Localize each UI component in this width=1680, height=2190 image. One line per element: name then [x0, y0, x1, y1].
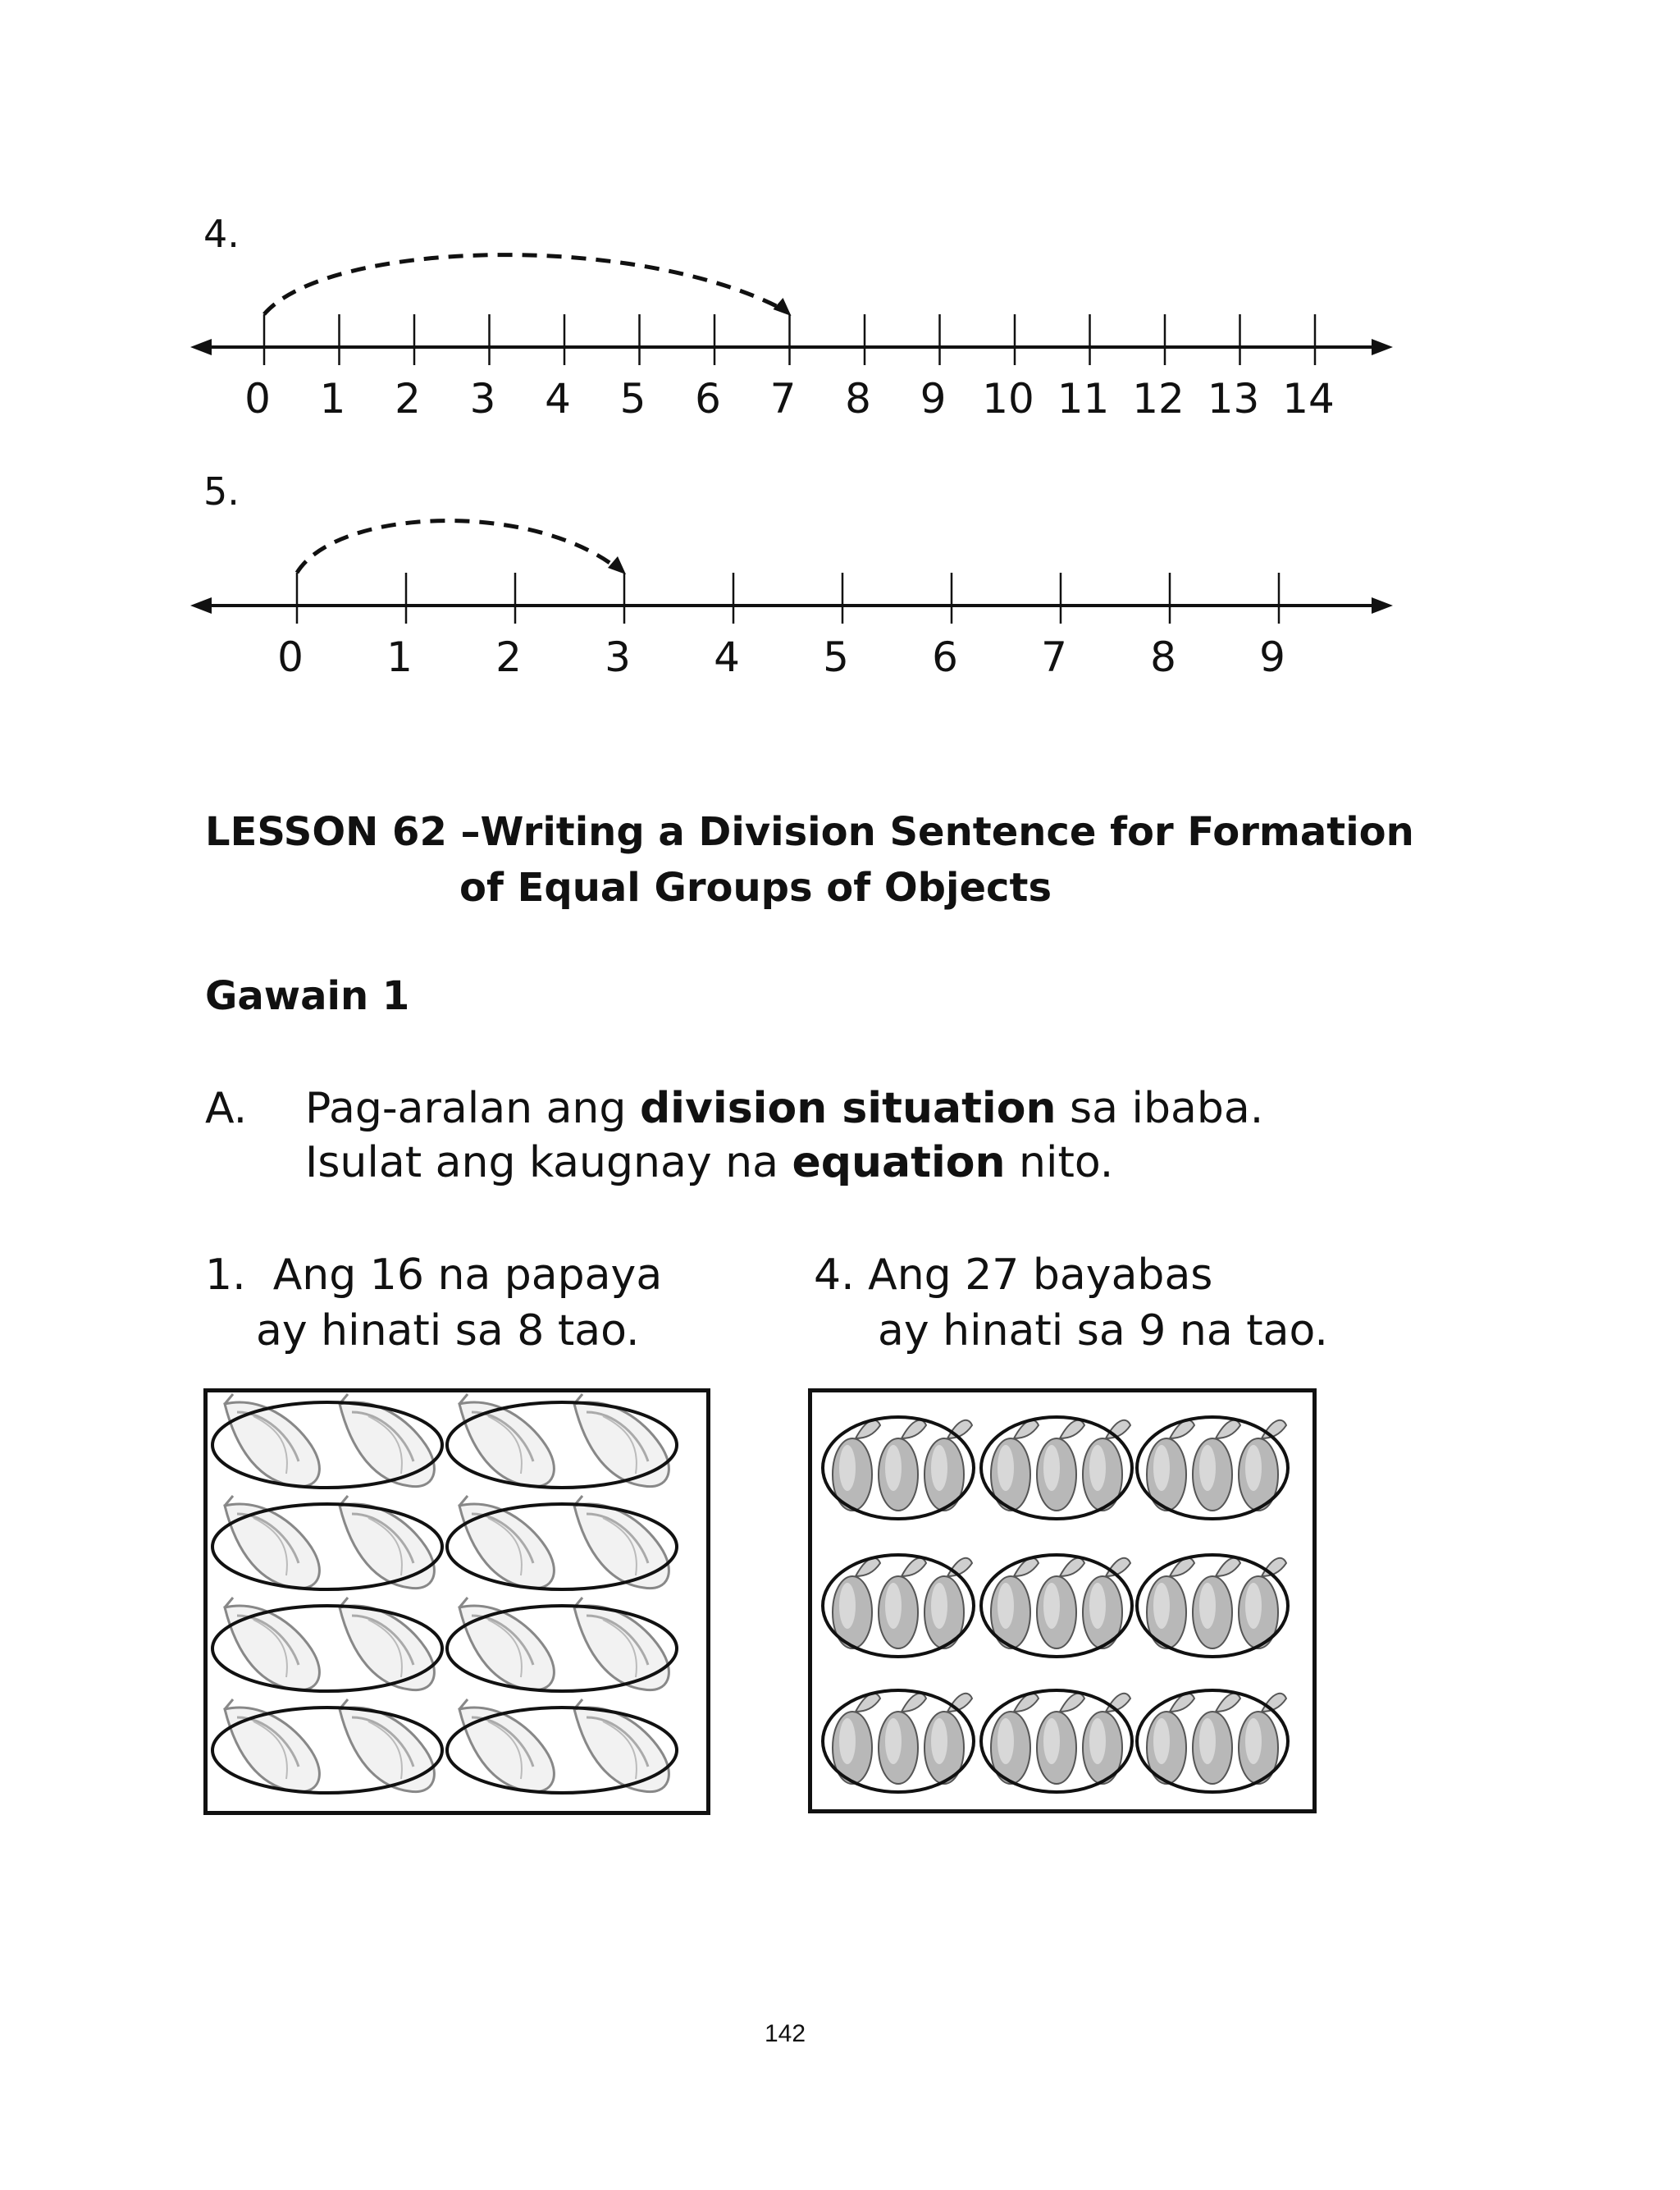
guava-group: [1137, 1555, 1288, 1657]
guava-group: [823, 1417, 974, 1519]
tick-label: 9: [920, 375, 947, 423]
tick-label: 13: [1207, 375, 1260, 423]
problem-1-line1: 1. Ang 16 na papaya: [205, 1250, 663, 1300]
tick-label: 6: [695, 375, 721, 423]
papaya-picture-box: [203, 1388, 710, 1815]
right-arrow-icon: [1372, 339, 1393, 355]
item-number-5: 5.: [203, 469, 240, 514]
jump-arrowhead-icon: [774, 298, 792, 316]
papaya-group: [447, 1598, 677, 1691]
tick-label: 0: [277, 633, 304, 681]
guava-group: [981, 1690, 1132, 1792]
tick-label: 8: [1150, 633, 1176, 681]
papaya-group: [212, 1394, 442, 1488]
papaya-group: [447, 1496, 677, 1589]
guava-icon: [879, 1558, 926, 1648]
papaya-group: [212, 1598, 442, 1691]
guava-icon: [1083, 1558, 1130, 1648]
tick-label: 7: [769, 375, 797, 423]
number-line-4: [0, 0, 1680, 443]
guava-icon: [924, 1420, 972, 1511]
tick-label: 8: [845, 375, 871, 423]
tick-label: 11: [1057, 375, 1110, 423]
left-arrow-icon: [190, 339, 212, 355]
jump-arc: [264, 255, 780, 314]
jump-arc: [297, 521, 614, 573]
guava-group: [823, 1690, 974, 1792]
tick-label: 3: [469, 375, 496, 423]
guava-icon: [1083, 1694, 1130, 1784]
guava-icon: [1239, 1420, 1286, 1511]
problem-1-text: [205, 1247, 779, 1359]
guava-icon: [879, 1694, 926, 1784]
left-arrow-icon: [190, 597, 212, 614]
problem-4-line2: ay hinati sa 9 na tao.: [878, 1306, 1328, 1356]
guava-icon: [1083, 1420, 1130, 1511]
problem-4-text: [814, 1247, 1470, 1359]
tick-label: 9: [1259, 633, 1285, 681]
guava-icon: [1239, 1558, 1286, 1648]
instruction-text: [305, 1081, 1536, 1190]
tick-label: 2: [495, 633, 522, 681]
tick-label: 14: [1282, 375, 1335, 423]
lesson-title-line1: LESSON 62 –Writing a Division Sentence for Formation: [205, 809, 1414, 855]
papaya-group: [447, 1394, 677, 1488]
instruction-letter: A.: [205, 1084, 248, 1133]
guava-group: [1137, 1417, 1288, 1519]
papaya-group: [212, 1496, 442, 1589]
instruction-line1: Pag-aralan ang division situation sa ibaba.: [305, 1084, 1264, 1133]
guava-icon: [1193, 1694, 1240, 1784]
tick-label: 6: [932, 633, 958, 681]
tick-label: 4: [714, 633, 740, 681]
tick-label: 2: [395, 375, 421, 423]
guava-icon: [924, 1694, 972, 1784]
guava-group: [823, 1555, 974, 1657]
instruction-line2: Isulat ang kaugnay na equation nito.: [305, 1138, 1114, 1187]
tick-label: 5: [619, 375, 646, 423]
guava-icon: [1037, 1558, 1084, 1648]
guava-icon: [924, 1558, 972, 1648]
guava-groups: [812, 1392, 1312, 1809]
activity-heading: Gawain 1: [205, 973, 410, 1019]
jump-arrowhead-icon: [608, 556, 626, 574]
tick-label: 10: [982, 375, 1034, 423]
problem-4-line1: 4. Ang 27 bayabas: [814, 1250, 1213, 1300]
papaya-group: [212, 1699, 442, 1793]
guava-picture-box: [808, 1388, 1317, 1813]
tick-label: 4: [545, 375, 571, 423]
guava-icon: [1193, 1558, 1240, 1648]
lesson-title: [205, 804, 1600, 916]
papaya-group: [447, 1699, 677, 1793]
tick-label: 3: [605, 633, 631, 681]
tick-label: 1: [319, 375, 346, 423]
problem-1-line2: ay hinati sa 8 tao.: [256, 1306, 640, 1356]
guava-group: [981, 1417, 1132, 1519]
tick-label: 0: [244, 375, 271, 423]
guava-icon: [1193, 1420, 1240, 1511]
guava-icon: [1037, 1420, 1084, 1511]
lesson-title-line2: of Equal Groups of Objects: [459, 865, 1052, 911]
item-number-4: 4.: [203, 212, 240, 256]
right-arrow-icon: [1372, 597, 1393, 614]
tick-label: 5: [823, 633, 849, 681]
guava-group: [981, 1555, 1132, 1657]
number-line-5: [0, 443, 1680, 722]
guava-icon: [1239, 1694, 1286, 1784]
guava-icon: [879, 1420, 926, 1511]
tick-label: 12: [1132, 375, 1185, 423]
page-number: 142: [765, 2020, 806, 2047]
guava-group: [1137, 1690, 1288, 1792]
tick-label: 7: [1041, 633, 1067, 681]
guava-icon: [1037, 1694, 1084, 1784]
tick-label: 1: [386, 633, 413, 681]
papaya-groups: [208, 1392, 706, 1811]
